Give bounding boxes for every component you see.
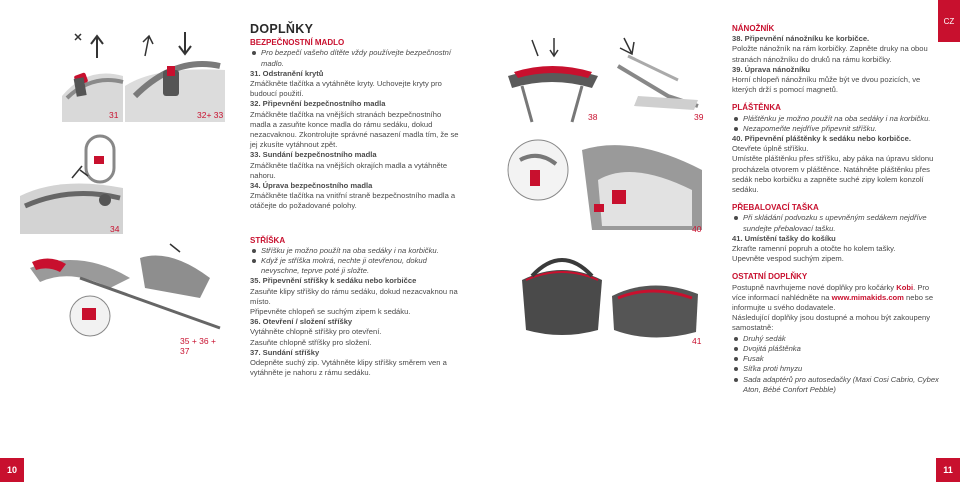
- figure-35-36-37-illustration: [20, 238, 225, 346]
- figure-31: [67, 26, 123, 122]
- bag-bullet: Při skládání podvozku s upevněným sedákem nejdříve sundejte přebalovací tašku.: [732, 213, 944, 233]
- step-34-title: 34. Úprava bezpečnostního madla: [250, 181, 373, 191]
- other-items-list: [732, 334, 944, 395]
- brand-name: Kobi: [896, 282, 914, 292]
- figure-34-label: 34: [110, 224, 120, 234]
- page-number-right: 11: [936, 458, 960, 482]
- bag-heading: PŘEBALOVACÍ TAŠKA: [732, 203, 819, 213]
- step-39-text: Horní chlopeň nánožníku může být ve dvou pozicích, ve kterých drží s pomocí magnetů.: [732, 75, 921, 95]
- figure-31-label: 31: [109, 110, 119, 120]
- step-33-text: Zmáčkněte tlačítka na vnějších okrajích madla a vytáhněte nahoru.: [250, 160, 448, 180]
- rain-bullet-2: Nezapomeňte nejdříve připevnit stříšku.: [732, 124, 944, 134]
- right-text-column: [732, 24, 944, 395]
- step-40-text-2: Umístěte pláštěnku přes stříšku, aby páka na úpravu sklonu procházela otvorem v pláštěnce. Natáhněte pláštěnku přes sedák nebo korbičku a zapněte suché zipy kolem konzolí sedáku.: [732, 154, 934, 195]
- right-page: [480, 0, 960, 482]
- figure-31-illustration: [67, 26, 123, 122]
- other-text-1-mid: . Pro více informací nahlédněte na: [732, 282, 930, 302]
- step-31-title: 31. Odstranění krytů: [250, 68, 324, 78]
- figure-32-33-illustration: [125, 26, 225, 122]
- safety-bullet: Pro bezpečí vašeho dítěte vždy používejte bezpečnostní madlo.: [250, 48, 460, 68]
- other-text-1: [732, 283, 944, 314]
- step-31-text: Zmáčkněte tlačítka a vytáhněte kryty. Uchovejte kryty pro budoucí použití.: [250, 79, 442, 99]
- figure-39-illustration: [608, 26, 708, 126]
- raincover-heading: PLÁŠTĚNKA: [732, 103, 781, 113]
- other-text-1-pre: Postupně navrhujeme nové doplňky pro kočárky: [732, 282, 897, 292]
- figure-41-illustration: [502, 240, 708, 348]
- figure-38: [502, 26, 602, 126]
- step-34-text: Zmáčkněte tlačítka na vnitřní straně bezpečnostního madla a otáčejte do požadované polohy.: [250, 191, 456, 211]
- step-41-text-1: Zkraťte ramenní popruh a otočte ho kolem tašky.: [732, 244, 896, 254]
- figure-39-label: 39: [694, 112, 704, 122]
- figure-38-label: 38: [588, 112, 598, 122]
- rain-bullet-1: Pláštěnku je možno použít na oba sedáky i na korbičku.: [732, 114, 944, 124]
- step-36-text-1: Vytáhněte chlopně stříšky pro otevření.: [250, 327, 382, 337]
- figure-34-illustration: [20, 126, 123, 234]
- step-33-title: 33. Sundání bezpečnostního madla: [250, 150, 377, 160]
- figure-40-label: 40: [692, 224, 702, 234]
- page-number-left: 10: [0, 458, 24, 482]
- canopy-heading: STŘÍŠKA: [250, 235, 286, 245]
- footrest-heading: NÁNOŽNÍK: [732, 24, 775, 33]
- other-text-1-post: nebo se informujte u svého dodavatele.: [732, 292, 934, 313]
- step-37-title: 37. Sundání stříšky: [250, 347, 320, 357]
- figure-41-label: 41: [692, 336, 702, 346]
- step-38-title: 38. Připevnění nánožníku ke korbičce.: [732, 34, 870, 44]
- step-35-title: 35. Připevnění stříšky k sedáku nebo korbičce: [250, 276, 417, 286]
- figure-35-36-37-label: 35 + 36 + 37: [180, 336, 216, 356]
- step-35-text-1: Zasuňte klipy stříšky do rámu sedáku, dokud nezacvaknou na místo.: [250, 286, 458, 306]
- canopy-bullet-2: Když je stříška mokrá, nechte ji otevřenou, dokud nevyschne, teprve poté ji složte.: [250, 256, 460, 276]
- figure-32-33-label: 32+ 33: [197, 110, 224, 120]
- step-32-text: Zmáčkněte tlačítka na vnějších stranách bezpečnostního madla a zasuňte konce madla do rámu sedáku, dokud nezacvaknou. Zkontrolujte správné nasazení madla tím, že se jej zkusíte vytáhnout zpět.: [250, 109, 459, 150]
- list-item: Dvojitá pláštěnka: [732, 344, 944, 354]
- figure-40: [502, 130, 708, 236]
- other-heading: OSTATNÍ DOPLŇKY: [732, 272, 808, 282]
- step-39-title: 39. Úprava nánožníku: [732, 64, 811, 74]
- list-item: Druhý sedák: [732, 334, 944, 344]
- step-32-title: 32. Připevnění bezpečnostního madla: [250, 99, 386, 109]
- canopy-bullet-1: Stříšku je možno použít na oba sedáky i na korbičku.: [250, 246, 460, 256]
- step-41-title: 41. Umístění tašky do košíku: [732, 233, 836, 243]
- list-item: Fusak: [732, 354, 944, 364]
- figure-40-illustration: [502, 130, 708, 236]
- figure-35-36-37: [20, 238, 225, 356]
- figure-41: [502, 240, 708, 348]
- figure-38-illustration: [502, 26, 602, 126]
- page-title: DOPLŇKY: [250, 22, 314, 36]
- step-38-text: Položte nánožník na rám korbičky. Zapněte druky na obou stranách nánožníku do druků na rámu korbičky.: [732, 44, 928, 64]
- list-item: Sada adaptérů pro autosedačky (Maxi Cosi Cabrio, Cybex Aton, Bébé Confort Pebble): [732, 375, 944, 395]
- other-text-2: Následující doplňky jsou dostupné a mohou být zakoupeny samostatně:: [732, 313, 930, 333]
- step-40-text-1: Otevřete úplně stříšku.: [732, 144, 809, 154]
- step-36-text-2: Zasuňte chlopně stříšky pro složení.: [250, 337, 372, 347]
- figure-34: [20, 126, 123, 234]
- figure-39: [608, 26, 708, 126]
- step-41-text-2: Upevněte vespod suchým zipem.: [732, 254, 844, 264]
- list-item: Síťka proti hmyzu: [732, 364, 944, 374]
- safety-heading: BEZPEČNOSTNÍ MADLO: [250, 38, 345, 48]
- website-link[interactable]: www.mimakids.com: [831, 292, 904, 302]
- figure-32-33: [125, 26, 225, 122]
- left-text-column: [250, 24, 460, 379]
- step-36-title: 36. Otevření / složení stříšky: [250, 317, 353, 327]
- step-40-title: 40. Připevnění pláštěnky k sedáku nebo korbičce.: [732, 134, 911, 144]
- step-37-text: Odepněte suchý zip. Vytáhněte klipy stříšky směrem ven a vytáhněte je nahoru z rámu sedáku.: [250, 358, 447, 378]
- language-tab: CZ: [938, 0, 960, 42]
- step-35-text-2: Připevněte chlopeň se suchým zipem k sedáku.: [250, 307, 411, 317]
